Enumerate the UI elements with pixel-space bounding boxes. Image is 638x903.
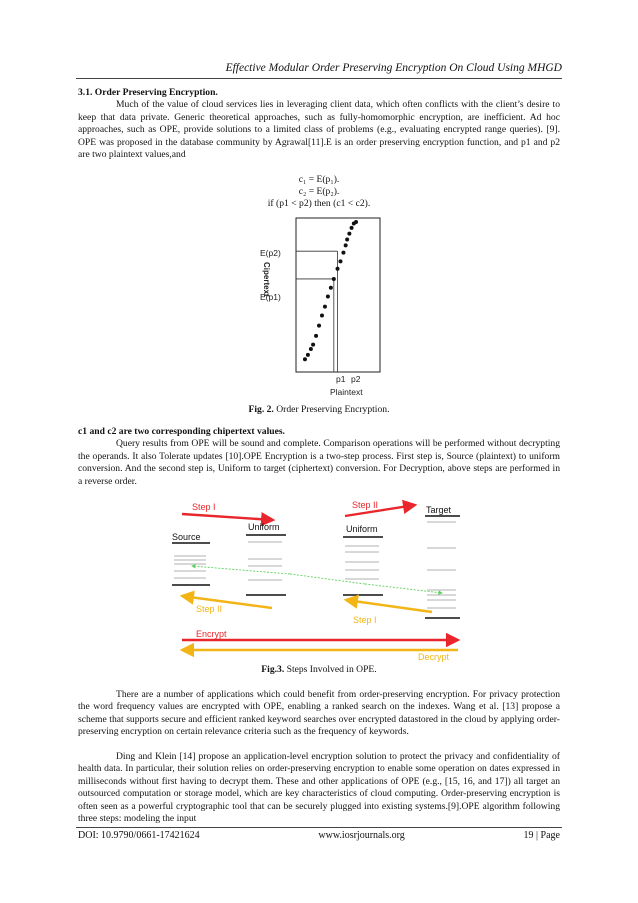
caption-text: Steps Involved in OPE.	[284, 664, 377, 675]
paragraph-heading: c1 and c2 are two corresponding chipertext values.	[78, 426, 285, 437]
source-column	[172, 543, 210, 585]
figure-3-steps	[160, 494, 470, 664]
scatter-point	[344, 243, 348, 247]
caption-text: Order Preserving Encryption.	[273, 404, 390, 415]
scatter-point	[354, 220, 358, 224]
scatter-point	[350, 226, 354, 230]
x-axis-label: Plaintext	[330, 387, 363, 397]
footer-doi: DOI: 10.9790/0661-17421624	[78, 830, 200, 841]
step-1-bottom-label: Step I	[353, 615, 377, 625]
footer-page-number: 19 | Page	[523, 830, 560, 841]
equation-3: if (p1 < p2) then (c1 < c2).	[267, 198, 371, 209]
figure-2-caption	[0, 404, 638, 415]
x-tick-p2: p2	[351, 374, 361, 384]
footer-divider	[76, 827, 562, 828]
paragraph-body: Ding and Klein [14] propose an application-level encryption solution to protect the privacy and confidentiality of health data. In particular, their solution relies on order-preserving encryption to enable some operation on dates expressed in milliseconds without first having to decrypt them. These and other applications of OPE (e.g., [15, 16, and 17]) all target an outsourced computation or storage model, which are key characteristics of cloud computing. Order-preserving encryption is often seen as a powerful cryptographic tool that can be securely plugged into existing systems.[9].OPE algorithm following three steps: modeling the input	[78, 751, 560, 825]
scatter-points	[303, 220, 358, 361]
uniform-left-column	[246, 535, 286, 595]
header-divider	[76, 78, 562, 79]
step-1-top-arrow	[182, 514, 273, 520]
section-3-1	[78, 87, 560, 161]
scatter-point	[336, 267, 340, 271]
decrypt-label: Decrypt	[418, 652, 450, 662]
y-tick-e-p2: E(p2)	[260, 248, 281, 258]
scatter-point	[345, 238, 349, 242]
scatter-point	[332, 277, 336, 281]
scatter-point	[309, 347, 313, 351]
step-2-top-label: Step II	[352, 500, 379, 510]
mapping-arrow-3	[365, 584, 442, 593]
footer-website: www.iosrjournals.org	[318, 830, 405, 841]
mapping-arrow-1	[192, 566, 290, 574]
uniform-right-column	[343, 537, 383, 595]
y-axis-label: Cipertext	[262, 262, 271, 297]
equation-2: c₂ = E(p₂).	[298, 186, 340, 197]
scatter-point	[306, 353, 310, 357]
encrypt-label: Encrypt	[196, 629, 227, 639]
scatter-point	[347, 232, 351, 236]
step-1-top-label: Step I	[192, 502, 216, 512]
uniform-right-label: Uniform	[346, 524, 378, 534]
scatter-point	[317, 324, 321, 328]
x-tick-p1: p1	[336, 374, 346, 384]
uniform-left-label: Uniform	[248, 522, 280, 532]
scatter-point	[341, 251, 345, 255]
caption-label: Fig. 2.	[248, 404, 274, 415]
plot-frame	[296, 218, 380, 372]
scatter-point	[303, 357, 307, 361]
figure-2-scatter	[250, 212, 390, 400]
section-heading: 3.1. Order Preserving Encryption.	[78, 87, 218, 98]
scatter-point	[326, 294, 330, 298]
scatter-point	[320, 313, 324, 317]
paragraph-body: Query results from OPE will be sound and complete. Comparison operations will be performed without decrypting the operands. It also Tolerate updates [10].OPE Encryption is a two-step process. First step is, Source (plaintext) to uniform conversion. And the second step is, Uniform to target (ciphertext) conversion. For Decryption, above steps are performed in a reverse order.	[78, 438, 560, 487]
step-2-bottom-label: Step II	[196, 604, 223, 614]
paragraph-applications	[78, 689, 560, 739]
scatter-point	[329, 286, 333, 290]
equation-1: c₁ = E(p₁).	[298, 174, 340, 185]
target-column	[425, 516, 460, 618]
section-paragraph: Much of the value of cloud services lies in leveraging client data, which often conflicts with the client’s desire to keep that data private. Generic theoretical approaches, such as fully-homomorphic encryption, are inefficient. Ad hoc approaches, such as OPE, provide solutions to a limited class of problems (e.g., evaluating encrypted range queries). [9]. OPE was proposed in the database community by Agrawal[11].E is an order preserving encryption function, and p1 and p2 are two plaintext values,and	[78, 99, 560, 161]
scatter-point	[314, 334, 318, 338]
paragraph-ding-klein	[78, 751, 560, 825]
scatter-point	[323, 305, 327, 309]
step-1-bottom-arrow	[346, 600, 432, 612]
target-label: Target	[426, 505, 452, 515]
source-label: Source	[172, 532, 201, 542]
scatter-point	[338, 259, 342, 263]
page-footer	[78, 830, 560, 841]
paragraph-ciphertext	[78, 426, 560, 488]
scatter-point	[311, 343, 315, 347]
figure-3-caption	[0, 664, 638, 675]
caption-label: Fig.3.	[261, 664, 285, 675]
y-tick-e-p1: E(p1)	[260, 292, 281, 302]
paragraph-body: There are a number of applications which could benefit from order-preserving encryption. For privacy protection the word frequency values are encrypted with OPE, enabling a ranked search on the indexes. Wang et al. [13] propose a scheme that supports secure and efficient ranked keyword searches over encrypted datastored in the cloud by applying order-preserving encryption on certain relevance criteria such as the frequency of keywords.	[78, 689, 560, 738]
journal-running-title: Effective Modular Order Preserving Encryption On Cloud Using MHGD	[225, 62, 562, 74]
